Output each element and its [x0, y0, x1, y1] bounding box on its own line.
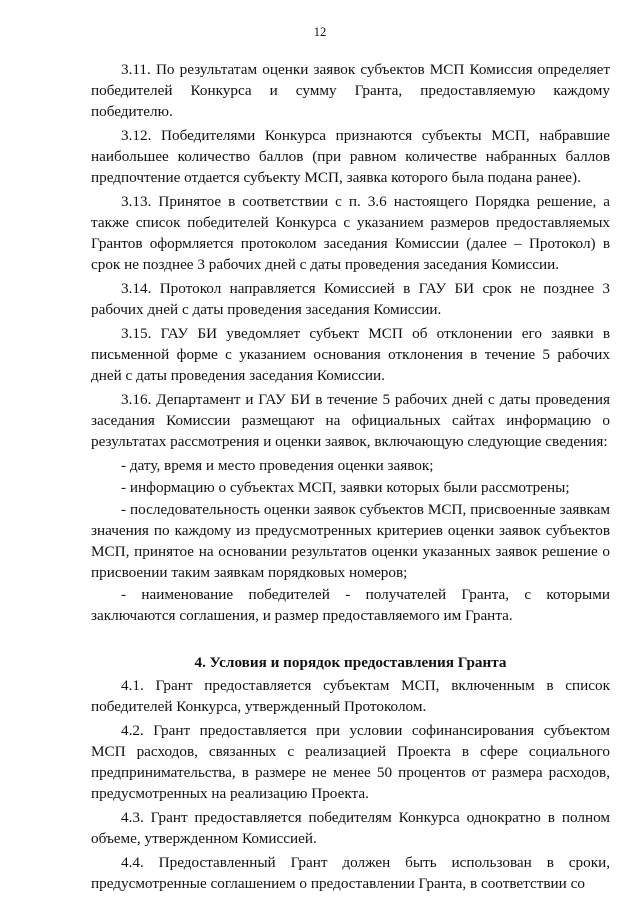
list-item: - наименование победителей - получателей Гранта, с которыми заключаются соглашения, и размер предоставляемого им Гранта. — [91, 586, 610, 624]
paragraph-4-4: 4.4. Предоставленный Грант должен быть использован в сроки, предусмотренные соглашением о предоставлении Гранта, в соответствии со — [91, 854, 610, 892]
paragraph-3-13: 3.13. Принятое в соответствии с п. 3.6 настоящего Порядка решение, а также список победителей Конкурса с указанием размеров предоставляемых Грантов оформляется протоколом заседания Комиссии (далее – Протокол) в срок не позднее 3 рабочих дней с даты проведения заседания Комиссии. — [91, 193, 610, 273]
page-number: 12 — [313, 25, 327, 39]
paragraph-3-16: 3.16. Департамент и ГАУ БИ в течение 5 рабочих дней с даты проведения заседания Комиссии размещают на официальных сайтах информацию о результатах рассмотрения и оценки заявок, включающую следующие сведения: — [91, 391, 610, 450]
paragraph-3-12: 3.12. Победителями Конкурса признаются субъекты МСП, набравшие наибольшее количество баллов (при равном количестве набранных баллов предпочтение отдается субъекту МСП, заявка которого была подана ранее). — [91, 127, 610, 186]
paragraph-3-14: 3.14. Протокол направляется Комиссией в ГАУ БИ срок не позднее 3 рабочих дней с даты проведения заседания Комиссии. — [91, 280, 610, 318]
paragraph-3-15: 3.15. ГАУ БИ уведомляет субъект МСП об отклонении его заявки в письменной форме с указанием основания отклонения в течение 5 рабочих дней с даты проведения заседания Комиссии. — [91, 325, 610, 384]
paragraph-4-1: 4.1. Грант предоставляется субъектам МСП, включенным в список победителей Конкурса, утвержденный Протоколом. — [91, 677, 610, 715]
paragraph-3-11: 3.11. По результатам оценки заявок субъектов МСП Комиссия определяет победителей Конкурса и сумму Гранта, предоставляемую каждому победителю. — [91, 61, 610, 120]
paragraph-4-2: 4.2. Грант предоставляется при условии софинансирования субъектом МСП расходов, связанных с реализацией Проекта в сфере социального предпринимательства, в размере не менее 50 процентов от размера расходов, предусмотренных на реализацию Проекта. — [91, 722, 610, 802]
page-content — [91, 59, 610, 897]
section-4-heading: 4. Условия и порядок предоставления Гранта — [194, 654, 507, 671]
paragraph-4-3: 4.3. Грант предоставляется победителям Конкурса однократно в полном объеме, утвержденном Комиссией. — [91, 809, 610, 847]
list-item: - информацию о субъектах МСП, заявки которых были рассмотрены; — [121, 479, 570, 496]
list-item: - дату, время и место проведения оценки заявок; — [121, 457, 434, 474]
list-item: - последовательность оценки заявок субъектов МСП, присвоенные заявкам значения по каждому из предусмотренных критериев оценки заявок субъектов МСП, принятое на основании результатов оценки указанных заявок решение о присвоении таким заявкам порядковых номеров; — [91, 501, 610, 581]
